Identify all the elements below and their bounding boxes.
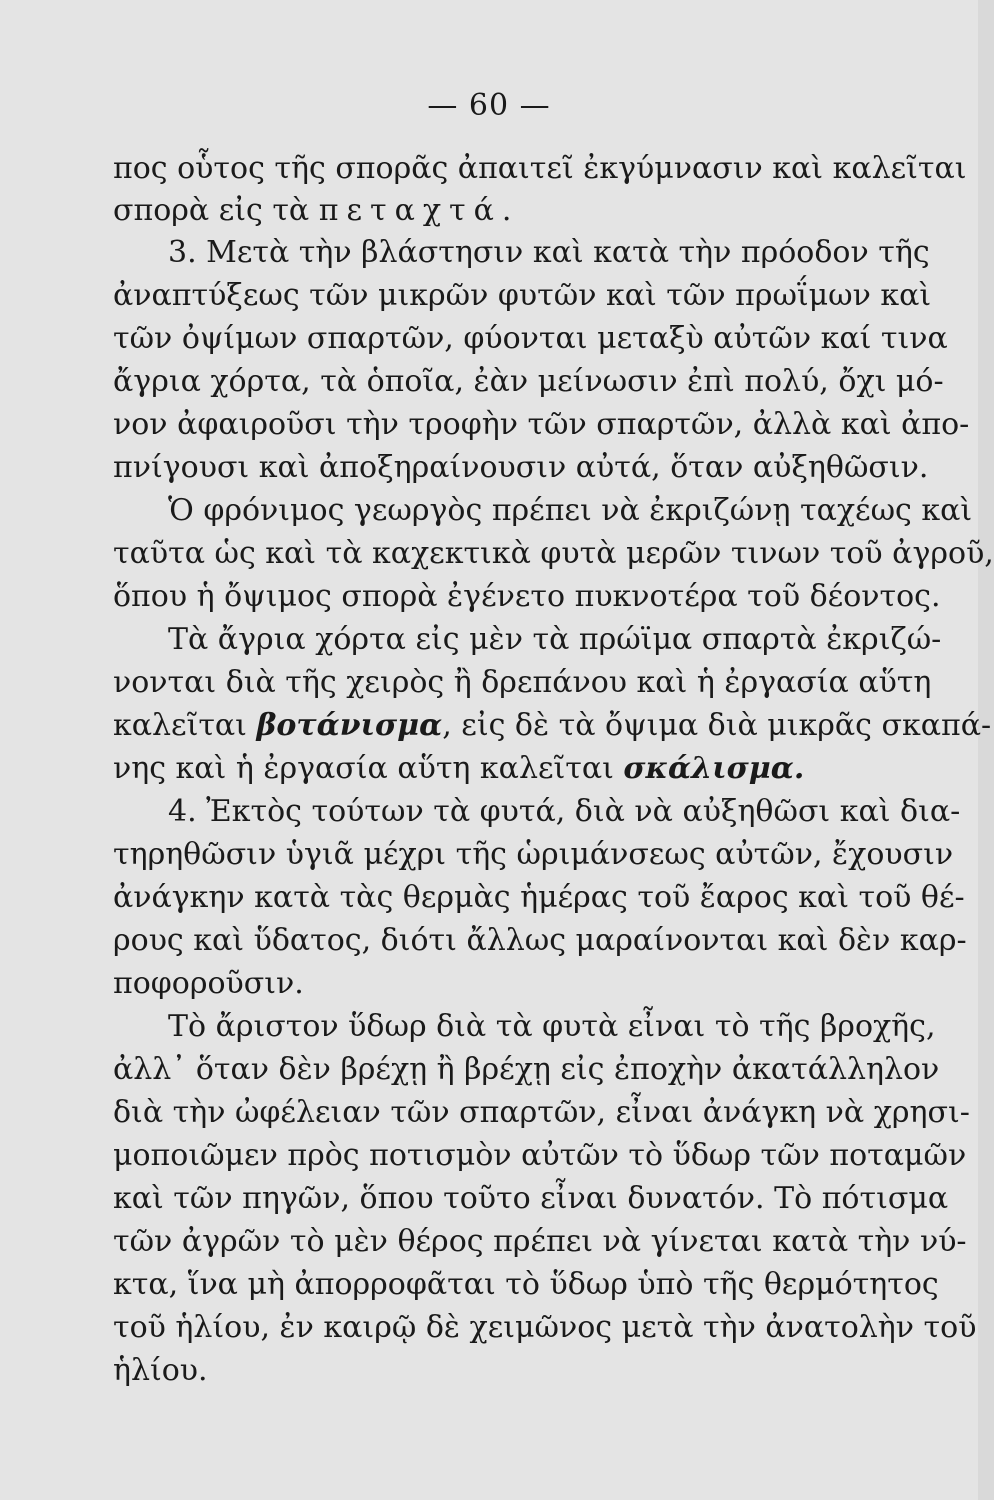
text-line: [113, 1264, 939, 1306]
text-line-content: νον ἀφαιροῦσι τὴν τροφὴν τῶν σπαρτῶν, ἀλλὰ καὶ ἀπο-: [113, 407, 970, 442]
text-line-content: ἄγρια χόρτα, τὰ ὁποῖα, ἐὰν μείνωσιν ἐπὶ πολύ, ὄχι μό-: [113, 364, 944, 399]
text-line: [168, 1006, 936, 1048]
text-line: [168, 490, 973, 532]
text-line: [168, 791, 961, 833]
text-line: [113, 920, 967, 962]
text-line-content: τῶν ὀψίμων σπαρτῶν, φύονται μεταξὺ αὐτῶν καί τινα: [113, 321, 948, 356]
text-line-content: τοῦ ἡλίου, ἐν καιρῷ δὲ χειμῶνος μετὰ τὴν ἀνατολὴν τοῦ: [113, 1310, 977, 1345]
text-line-content: Τὰ ἄγρια χόρτα εἰς μὲν τὰ πρώϊμα σπαρτὰ ἐκριζώ-: [168, 622, 942, 657]
text-line: [113, 318, 948, 360]
text-line: [113, 834, 954, 876]
text-line-content: μοποιῶμεν πρὸς ποτισμὸν αὐτῶν τὸ ὕδωρ τῶν ποταμῶν: [113, 1138, 967, 1173]
text-line-content: Ὁ φρόνιμος γεωργὸς πρέπει νὰ ἐκριζώνῃ ταχέως καὶ: [168, 493, 973, 528]
text-line: [113, 1307, 977, 1349]
text-line-content: τηρηθῶσιν ὑγιᾶ μέχρι τῆς ὡριμάνσεως αὐτῶν, ἔχουσιν: [113, 837, 954, 872]
text-line-content: πος οὗτος τῆς σπορᾶς ἀπαιτεῖ ἐκγύμνασιν καὶ καλεῖται: [113, 151, 967, 186]
text-line-content: ταῦτα ὡς καὶ τὰ καχεκτικὰ φυτὰ μερῶν τινων τοῦ ἀγροῦ,: [113, 536, 994, 571]
text-line-content: Τὸ ἄριστον ὕδωρ διὰ τὰ φυτὰ εἶναι τὸ τῆς βροχῆς,: [168, 1009, 936, 1044]
text-line: [113, 1049, 940, 1091]
text-line-content: ἀνάγκην κατὰ τὰς θερμὰς ἡμέρας τοῦ ἔαρος καὶ τοῦ θέ-: [113, 880, 965, 915]
text-line-content: ποφοροῦσιν.: [113, 966, 304, 1001]
text-line-content: , εἰς δὲ τὰ ὄψιμα διὰ μικρᾶς σκαπά-: [442, 708, 992, 743]
text-line-content: σπορὰ εἰς τὰ: [113, 193, 310, 228]
spaced-term: πεταχτά.: [318, 193, 520, 228]
text-line: [113, 1135, 967, 1177]
text-line-content: πνίγουσι καὶ ἀποξηραίνουσιν αὐτά, ὅταν αὐξηθῶσιν.: [113, 450, 929, 485]
text-line-content: νης καὶ ἡ ἐργασία αὕτη καλεῖται: [113, 751, 614, 786]
text-line: [113, 190, 905, 232]
text-line: [113, 877, 965, 919]
text-line: [113, 963, 905, 1005]
text-line: [113, 361, 944, 403]
text-line: [113, 1178, 949, 1220]
term-botanisma: βοτάνισμα: [256, 708, 443, 743]
text-line: [113, 1092, 970, 1134]
text-line: [113, 404, 970, 446]
text-line-content: νονται διὰ τῆς χειρὸς ἢ δρεπάνου καὶ ἡ ἐργασία αὕτη: [113, 665, 932, 700]
text-line-content: διὰ τὴν ὠφέλειαν τῶν σπαρτῶν, εἶναι ἀνάγκη νὰ χρησι-: [113, 1095, 970, 1130]
text-line: [113, 447, 929, 489]
text-line-content: ἀναπτύξεως τῶν μικρῶν φυτῶν καὶ τῶν πρωΐμων καὶ: [113, 278, 932, 313]
text-line-content: 4. Ἐκτὸς τούτων τὰ φυτά, διὰ νὰ αὐξηθῶσι καὶ δια-: [168, 794, 961, 829]
text-line: [168, 232, 930, 274]
text-line: [113, 576, 941, 618]
text-line-content: ρους καὶ ὕδατος, διότι ἄλλως μαραίνονται καὶ δὲν καρ-: [113, 923, 967, 958]
text-line: [113, 275, 932, 317]
text-line: [113, 148, 967, 190]
text-line-content: ἡλίου.: [113, 1353, 208, 1388]
text-line-content: καὶ τῶν πηγῶν, ὅπου τοῦτο εἶναι δυνατόν. Τὸ πότισμα: [113, 1181, 949, 1216]
text-line-content: 3. Μετὰ τὴν βλάστησιν καὶ κατὰ τὴν πρόοδον τῆς: [168, 235, 930, 270]
text-line-content: κτα, ἵνα μὴ ἀπορροφᾶται τὸ ὕδωρ ὑπὸ τῆς θερμότητος: [113, 1267, 939, 1302]
text-line: [113, 533, 994, 575]
text-line: [113, 662, 932, 704]
term-skalisma: σκάλισμα.: [623, 751, 805, 786]
text-line-content: ἀλλ᾿ ὅταν δὲν βρέχῃ ἢ βρέχῃ εἰς ἐποχὴν ἀκατάλληλον: [113, 1052, 940, 1087]
text-line-content: τῶν ἀγρῶν τὸ μὲν θέρος πρέπει νὰ γίνεται κατὰ τὴν νύ-: [113, 1224, 967, 1259]
text-line-content: καλεῖται: [113, 708, 247, 743]
text-line: [168, 619, 942, 661]
text-line: [113, 1221, 967, 1263]
page-number: — 60 —: [427, 88, 551, 123]
text-line: [113, 748, 905, 790]
text-line: [113, 705, 992, 747]
text-line: [113, 1350, 905, 1392]
text-line-content: ὅπου ἡ ὄψιμος σπορὰ ἐγένετο πυκνοτέρα τοῦ δέοντος.: [113, 579, 941, 614]
